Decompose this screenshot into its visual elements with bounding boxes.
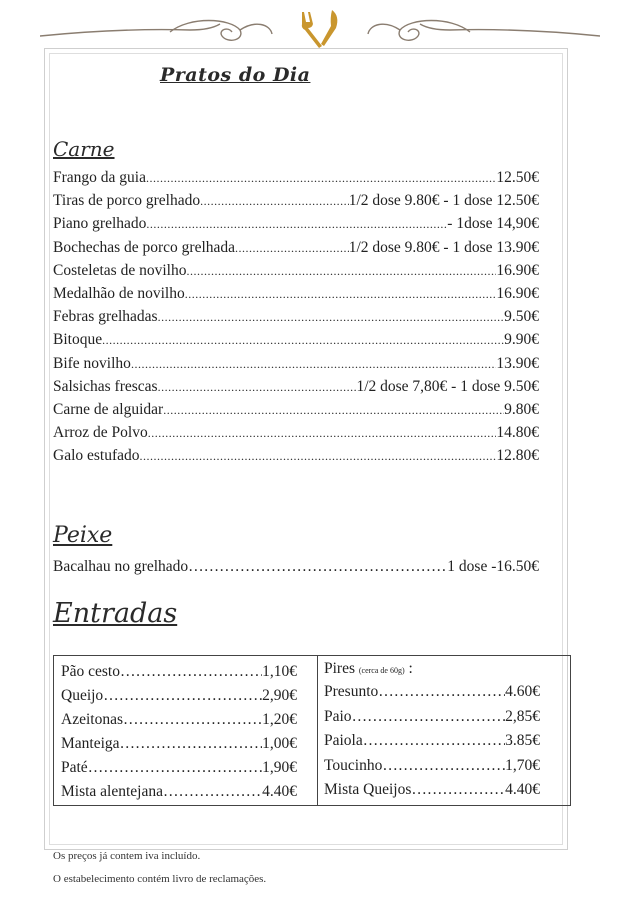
pires-header [324, 658, 570, 680]
footer-complaints-note: O estabelecimento contém livro de reclamações. [53, 873, 267, 885]
item-price: 9.90€ [504, 331, 539, 349]
leader-dots [102, 328, 504, 351]
item-price: 1/2 dose 7,80€ - 1 dose 9.50€ [356, 377, 539, 395]
leader-dots [146, 166, 496, 189]
item-name: Paiola [324, 732, 363, 749]
menu-item [61, 780, 297, 804]
leader-dots [163, 780, 262, 804]
item-price: 16.90€ [496, 261, 539, 279]
menu-item [61, 708, 297, 732]
item-name: Mista alentejana [61, 783, 163, 800]
item-name: Queijo [61, 687, 104, 704]
section-title-carne: Carne [53, 137, 115, 161]
menu-item [53, 421, 539, 444]
leader-dots [235, 236, 349, 259]
decorative-ornament [40, 6, 600, 50]
item-price: 16.90€ [496, 284, 539, 302]
item-name: Paio [324, 707, 352, 725]
item-price: 4.40€ [262, 783, 297, 800]
item-name: Mista Queijos [324, 781, 412, 798]
menu-item [53, 189, 539, 212]
item-price: 1,20€ [262, 711, 297, 728]
item-price: 1/2 dose 9.80€ - 1 dose 13.90€ [348, 238, 539, 256]
item-price: 13.90€ [496, 354, 539, 372]
menu-item [53, 259, 539, 282]
menu-item [53, 166, 539, 189]
menu-item [324, 729, 540, 754]
leader-dots [103, 684, 262, 708]
item-name: Costeletas de novilho [53, 261, 187, 279]
pires-colon: : [404, 660, 413, 677]
leader-dots [88, 756, 262, 780]
item-name: Medalhão de novilho [53, 284, 185, 302]
leader-dots [378, 680, 505, 705]
item-name: Frango da guia [53, 169, 146, 186]
leader-dots [163, 398, 504, 421]
item-name: Toucinho [324, 756, 383, 774]
menu-item [61, 684, 297, 708]
menu-item [324, 680, 540, 705]
menu-item [53, 282, 539, 305]
item-price: 12.80€ [496, 447, 539, 465]
page-title: Pratos do Dia [160, 64, 311, 86]
leader-dots [146, 212, 447, 235]
item-name: Galo estufado [53, 447, 140, 465]
leader-dots [148, 421, 497, 444]
item-price: 9.80€ [504, 400, 539, 418]
item-name: Azeitonas [61, 711, 123, 728]
leader-dots [140, 444, 497, 467]
item-name: Manteiga [61, 735, 120, 752]
item-name: Bitoque [53, 331, 103, 349]
item-price: 14.80€ [496, 424, 539, 442]
pires-label: Pires [324, 660, 359, 677]
fork-knife-icon [302, 10, 338, 48]
item-price: 1,00€ [262, 735, 297, 752]
item-price: 1/2 dose 9.80€ - 1 dose 12.50€ [348, 192, 539, 210]
item-name: Bacalhau no grelhado [53, 558, 189, 575]
menu-item [53, 375, 539, 398]
item-name: Salsichas frescas [53, 377, 158, 395]
leader-dots [120, 660, 262, 684]
item-name: Paté [61, 759, 88, 776]
item-name: Piano grelhado [53, 215, 147, 233]
item-name: Febras grelhadas [53, 308, 158, 326]
leader-dots [158, 305, 505, 328]
item-price: 1,10€ [262, 663, 297, 680]
leader-dots [186, 259, 496, 282]
item-name: Tiras de porco grelhado [53, 192, 201, 210]
menu-item [53, 236, 539, 259]
leader-dots [120, 732, 263, 756]
menu-item [53, 305, 539, 328]
leader-dots [185, 282, 497, 305]
item-price: 2,90€ [262, 687, 297, 704]
leader-dots [123, 708, 262, 732]
item-price: 1 dose -16.50€ [447, 558, 539, 575]
item-price: 12.50€ [496, 169, 539, 186]
entradas-right-column [318, 656, 570, 805]
menu-item [53, 398, 539, 421]
item-name: Bife novilho [53, 354, 131, 372]
menu-item [324, 705, 540, 730]
item-name: Presunto [324, 683, 379, 700]
item-name: Pão cesto [61, 663, 120, 680]
leader-dots [200, 189, 349, 212]
item-name: Arroz de Polvo [53, 424, 148, 442]
item-name: Carne de alguidar [53, 400, 164, 418]
section-title-peixe: Peixe [53, 523, 113, 548]
item-price: 4.40€ [505, 781, 540, 798]
menu-item [61, 732, 297, 756]
item-price: 4.60€ [505, 683, 540, 700]
item-price: 1,70€ [505, 756, 540, 774]
carne-list [53, 166, 539, 467]
item-price: 9.50€ [504, 308, 539, 326]
menu-item [324, 778, 540, 803]
entradas-left-column [54, 656, 318, 805]
item-price: 2,85€ [505, 707, 540, 725]
leader-dots [411, 778, 505, 803]
menu-item [53, 352, 539, 375]
section-title-entradas: Entradas [53, 598, 178, 629]
leader-dots [188, 558, 447, 576]
item-price: 1,90€ [262, 759, 297, 776]
item-name: Bochechas de porco grelhada [53, 238, 236, 256]
menu-item [61, 660, 297, 684]
menu-item [53, 212, 539, 235]
item-price: 3.85€ [505, 732, 540, 749]
leader-dots [158, 375, 357, 398]
entradas-table [53, 655, 571, 806]
leader-dots [382, 754, 505, 779]
pires-note: (cerca de 60g) [358, 666, 405, 675]
menu-item [61, 756, 297, 780]
leader-dots [352, 705, 506, 730]
leader-dots [131, 352, 496, 375]
item-price: - 1dose 14,90€ [447, 215, 539, 233]
menu-item [324, 754, 540, 779]
leader-dots [363, 729, 505, 754]
footer-vat-note: Os preços já contem iva incluído. [53, 850, 201, 862]
menu-item [53, 328, 539, 351]
menu-item [53, 558, 539, 576]
menu-item [53, 444, 539, 467]
